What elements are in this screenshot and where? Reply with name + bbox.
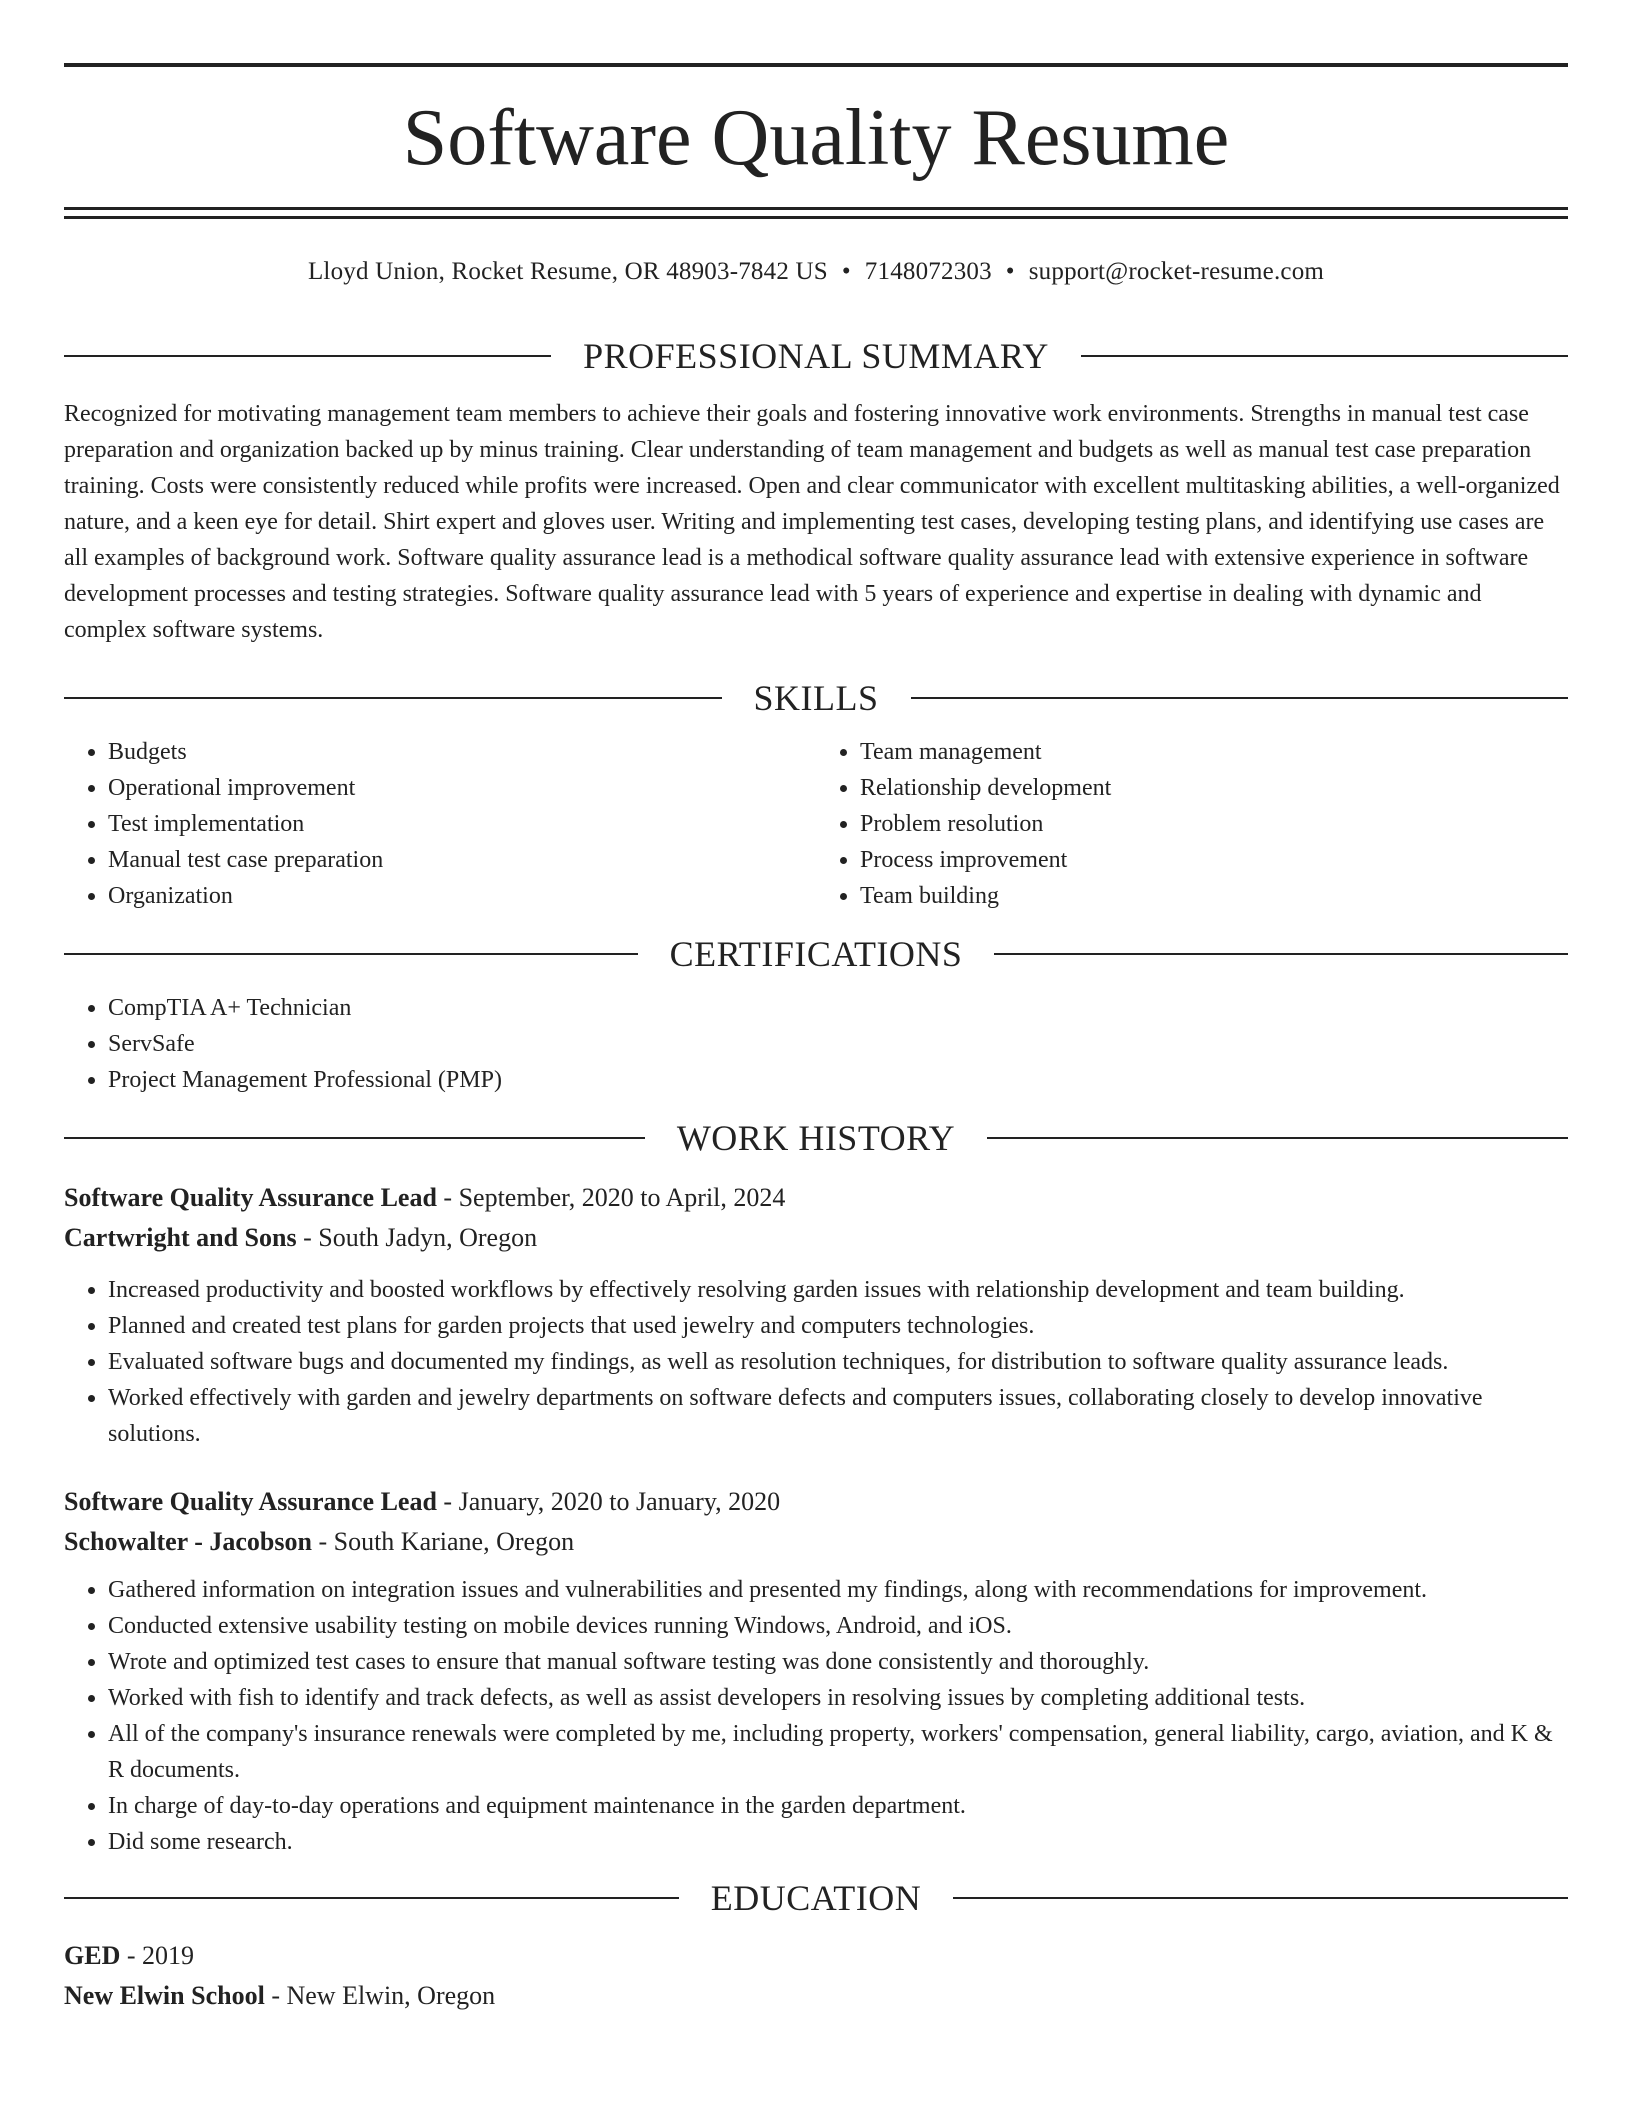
heading-rule-left (64, 1137, 645, 1139)
heading-rule-right (953, 1897, 1568, 1899)
skill-item: • Team management (860, 734, 1568, 770)
job-title-line (64, 1482, 1568, 1522)
certifications-heading-text: CERTIFICATIONS (669, 934, 963, 974)
education-school: New Elwin School (64, 1981, 265, 2010)
certifications-heading (64, 926, 1568, 982)
job-bullet: • All of the company's insurance renewals were completed by me, including property, workers' compensation, general liability, cargo, aviation, and K & R documents. (108, 1716, 1568, 1788)
education-entry (64, 1936, 1568, 2016)
contact-address: Lloyd Union, Rocket Resume, OR 48903-7842 US (307, 258, 828, 285)
job-bullet: • Increased productivity and boosted workflows by effectively resolving garden issues with relationship development and team building. (108, 1272, 1568, 1308)
job-company-line (64, 1218, 1568, 1258)
heading-rule-left (64, 697, 722, 699)
job-company: Schowalter - Jacobson (64, 1527, 312, 1556)
job-title: Software Quality Assurance Lead (64, 1183, 437, 1212)
job-bullets (64, 1572, 1568, 1860)
skills-column-left (64, 734, 816, 914)
job-entry (64, 1178, 1568, 1452)
job-company-line (64, 1522, 1568, 1562)
certification-item: • ServSafe (108, 1026, 1568, 1062)
skill-item: • Organization (108, 878, 816, 914)
education-heading-text: EDUCATION (710, 1878, 922, 1918)
skill-item: • Manual test case preparation (108, 842, 816, 878)
education-location: - New Elwin, Oregon (264, 1981, 496, 2010)
skills-column-right (816, 734, 1568, 914)
skill-item: • Budgets (108, 734, 816, 770)
skill-item: • Test implementation (108, 806, 816, 842)
job-company: Cartwright and Sons (64, 1223, 297, 1252)
job-title-line (64, 1178, 1568, 1218)
heading-rule-left (64, 1897, 679, 1899)
summary-heading (64, 328, 1568, 384)
job-bullet: • Did some research. (108, 1824, 1568, 1860)
heading-rule-right (994, 953, 1568, 955)
certifications-list (64, 990, 1568, 1098)
education-degree-line (64, 1936, 1568, 1976)
job-bullet: • Worked with fish to identify and track defects, as well as assist developers in resolving issues by completing additional tests. (108, 1680, 1568, 1716)
job-bullets (64, 1272, 1568, 1452)
title-rule-upper (64, 207, 1568, 210)
job-bullet: • Evaluated software bugs and documented my findings, as well as resolution techniques, for distribution to software quality assurance leads. (108, 1344, 1568, 1380)
certification-item: • Project Management Professional (PMP) (108, 1062, 1568, 1098)
skill-item: • Team building (860, 878, 1568, 914)
resume-content (64, 328, 1568, 2016)
job-bullet: • In charge of day-to-day operations and equipment maintenance in the garden department. (108, 1788, 1568, 1824)
contact-line (64, 255, 1568, 289)
heading-rule-right (987, 1137, 1568, 1139)
skills-heading-text: SKILLS (753, 678, 879, 718)
title-rule-lower (64, 216, 1568, 219)
job-bullet: • Conducted extensive usability testing on mobile devices running Windows, Android, and iOS. (108, 1608, 1568, 1644)
education-heading (64, 1870, 1568, 1926)
work-history-heading (64, 1110, 1568, 1166)
job-dates: - September, 2020 to April, 2024 (436, 1183, 786, 1212)
skill-item: • Process improvement (860, 842, 1568, 878)
work-history-heading-text: WORK HISTORY (676, 1118, 956, 1158)
contact-separator: • (1005, 258, 1015, 285)
heading-rule-left (64, 953, 638, 955)
job-bullet: • Gathered information on integration issues and vulnerabilities and presented my findings, along with recommendations for improvement. (108, 1572, 1568, 1608)
skills-list (64, 734, 1568, 914)
contact-email: support@rocket-resume.com (1028, 258, 1325, 285)
top-rule (64, 63, 1568, 67)
skills-heading (64, 670, 1568, 726)
summary-heading-text: PROFESSIONAL SUMMARY (583, 336, 1049, 376)
heading-rule-left (64, 355, 551, 357)
skill-item: • Operational improvement (108, 770, 816, 806)
skill-item: • Relationship development (860, 770, 1568, 806)
heading-rule-right (1081, 355, 1568, 357)
contact-phone: 7148072303 (864, 258, 992, 285)
job-location: - South Kariane, Oregon (311, 1527, 575, 1556)
contact-separator: • (841, 258, 851, 285)
certification-item: • CompTIA A+ Technician (108, 990, 1568, 1026)
summary-text: Recognized for motivating management team members to achieve their goals and fostering innovative work environments. Strengths in manual test case preparation and organization backed up by minus training. Clear understanding of team management and budgets as well as manual test case preparation training. Costs were consistently reduced while profits were increased. Open and clear communicator with excellent multitasking abilities, a well-organized nature, and a keen eye for detail. Shirt expert and gloves user. Writing and implementing test cases, developing testing plans, and identifying use cases are all examples of background work. Software quality assurance lead is a methodical software quality assurance lead with extensive experience in software development processes and testing strategies. Software quality assurance lead with 5 years of experience and expertise in dealing with dynamic and complex software systems. (64, 401, 1560, 643)
job-title: Software Quality Assurance Lead (64, 1487, 437, 1516)
job-bullet: • Planned and created test plans for garden projects that used jewelry and computers technologies. (108, 1308, 1568, 1344)
job-bullet: • Wrote and optimized test cases to ensure that manual software testing was done consistently and thoroughly. (108, 1644, 1568, 1680)
job-bullet: • Worked effectively with garden and jewelry departments on software defects and computers issues, collaborating closely to develop innovative solutions. (108, 1380, 1568, 1452)
job-location: - South Jadyn, Oregon (296, 1223, 538, 1252)
job-entry (64, 1482, 1568, 1860)
education-year: - 2019 (120, 1941, 195, 1970)
resume-title: Software Quality Resume (402, 94, 1230, 182)
skill-item: • Problem resolution (860, 806, 1568, 842)
education-school-line (64, 1976, 1568, 2016)
education-degree: GED (64, 1941, 121, 1970)
heading-rule-right (911, 697, 1569, 699)
job-dates: - January, 2020 to January, 2020 (436, 1487, 781, 1516)
